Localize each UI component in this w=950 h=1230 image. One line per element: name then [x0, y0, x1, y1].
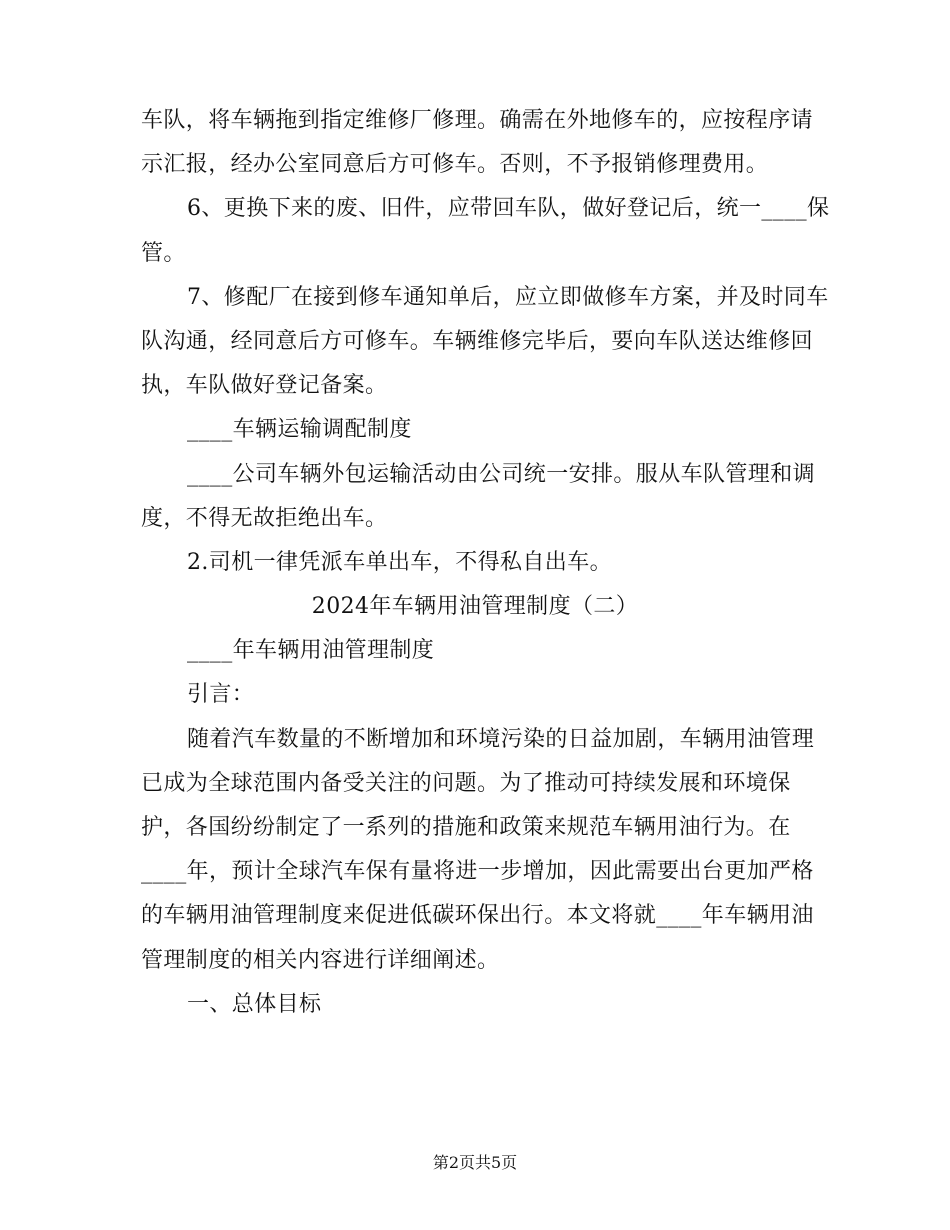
- body-line: 度，不得无故拒绝出车。: [141, 505, 388, 531]
- body-line: ____公司车辆外包运输活动由公司统一安排。服从车队管理和调: [187, 461, 816, 487]
- body-line: 护，各国纷纷制定了一系列的措施和政策来规范车辆用油行为。在: [141, 815, 791, 840]
- intro-heading: 引言：: [187, 682, 255, 708]
- list-item-6: 6、更换下来的废、旧件，应带回车队，做好登记后，统一____保: [187, 196, 830, 222]
- section-heading: ____车辆运输调配制度: [187, 417, 412, 443]
- document-title: 2024年车辆用油管理制度（二）: [311, 594, 639, 620]
- body-line: 示汇报，经办公室同意后方可修车。否则，不予报销修理费用。: [141, 152, 769, 178]
- list-item-7: 7、修配厂在接到修车通知单后，应立即做修车方案，并及时同车: [187, 284, 829, 310]
- body-line: 管。: [141, 240, 186, 266]
- body-line: 执，车队做好登记备案。: [141, 373, 388, 399]
- body-line: 管理制度的相关内容进行详细阐述。: [141, 947, 500, 973]
- page-number: 第2页共5页: [432, 1153, 518, 1172]
- body-line: ____年，预计全球汽车保有量将进一步增加，因此需要出台更加严格: [141, 859, 814, 885]
- body-line: 随着汽车数量的不断增加和环境污染的日益加剧，车辆用油管理: [187, 726, 815, 752]
- subtitle: ____年车辆用油管理制度: [187, 638, 435, 664]
- body-line: 车队，将车辆拖到指定维修厂修理。确需在外地修车的，应按程序请: [141, 108, 814, 133]
- list-item-2: 2.司机一律凭派车单出车，不得私自出车。: [187, 549, 612, 575]
- section-heading: 一、总体目标: [187, 991, 322, 1017]
- body-line: 的车辆用油管理制度来促进低碳环保出行。本文将就____年车辆用油: [141, 903, 814, 929]
- document-body: [141, 99, 830, 1027]
- body-line: 已成为全球范围内备受关注的问题。为了推动可持续发展和环境保: [141, 770, 791, 796]
- body-line: 队沟通，经同意后方可修车。车辆维修完毕后，要向车队送达维修回: [141, 328, 814, 354]
